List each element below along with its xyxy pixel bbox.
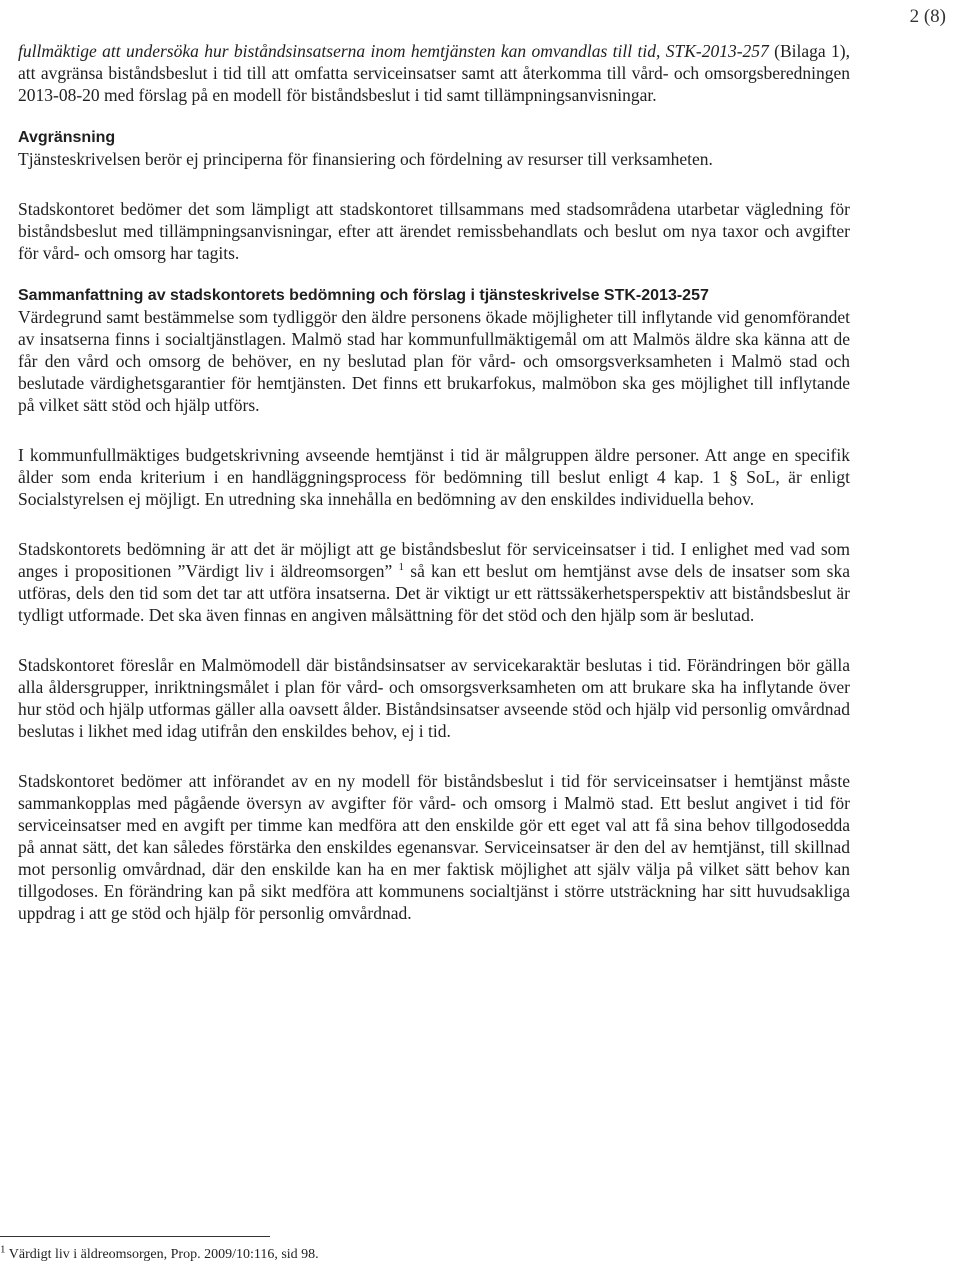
paragraph-3-lead: Stadskontorets bedömning är att det är möjligt att ge biståndsbeslut för serviceinsatser i tid. I enlighet med vad som anges i propositionen ”Värdigt liv i äldreomsorgen”	[18, 539, 850, 581]
footnote-divider	[0, 1236, 270, 1237]
footnote-marker: 1	[0, 1243, 6, 1256]
footnote-reference: 1	[398, 561, 405, 574]
intro-paragraph	[18, 40, 850, 106]
document-body	[18, 40, 850, 924]
avgransning-paragraph-2: Stadskontoret bedömer det som lämpligt att stadskontoret tillsammans med stadsområdena utarbetar vägledning för biståndsbeslut med tillämpningsanvisningar, efter att ärendet remissbehandlats och beslut om nya taxor och avgifter för vård- och omsorg har tagits.	[18, 199, 850, 263]
page-number: 2 (8)	[909, 6, 946, 27]
sammanfattning-paragraph-1: Värdegrund samt bestämmelse som tydliggör den äldre personens ökade möjligheter till inflytande vid genomförandet av insatserna finns i socialtjänstlagen. Malmö stad har kommunfullmäktigemål om att Malmös äldre ska känna att de får den vård och omsorg de behöver, en ny beslutad plan för vård- och omsorgsverksamheten i Malmö stad och beslutade värdighetsgarantier för hemtjänsten. Det finns ett brukarfokus, malmöbon ska ges möjlighet till inflytande på vilket sätt stöd och hjälp utförs.	[18, 307, 850, 415]
avgransning-heading: Avgränsning	[18, 129, 116, 146]
sammanfattning-paragraph-5: Stadskontoret bedömer att införandet av en ny modell för biståndsbeslut i tid för serviceinsatser i hemtjänst måste sammankopplas med pågående översyn av avgifter för vård- och omsorg i Malmö stad. Ett beslut angivet i tid för serviceinsatser med en avgift per timme kan medföra att den enskilde gör ett eget val att få sina behov tillgodosedda på annat sätt, det kan således förstärka den enskildes egenansvar. Serviceinsatser är den del av hemtjänst, till skillnad mot personlig omvårdnad, där den enskilde kan ha en mer faktisk möjlighet att själv välja på vilket sätt behov kan tillgodoses. En förändring kan på sikt medföra att kommunens socialtjänst i större utsträckning har sitt huvudsakliga uppdrag i att ge stöd och hjälp för personlig omvårdnad.	[18, 771, 850, 923]
footnote-text: Värdigt liv i äldreomsorgen, Prop. 2009/10:116, sid 98.	[5, 1247, 319, 1262]
footnote	[0, 1243, 319, 1264]
paragraph-3-rest: så kan ett beslut om hemtjänst avse dels de insatser som ska utföras, dels den tid som det tar att utföra insatserna. Det är viktigt ur ett rättssäkerhetsperspektiv att biståndsbeslut är tydligt utformade. Det ska även finnas en angiven målsättning för det stöd och den hjälp som är beslutad.	[18, 561, 851, 625]
sammanfattning-paragraph-4: Stadskontoret föreslår en Malmömodell där biståndsinsatser av servicekaraktär beslutas i tid. Förändringen bör gälla alla åldersgrupper, inriktningsmålet i plan för vård- och omsorgsverksamheten om att brukare ska ha inflytande över hur stöd och hjälp utformas gäller alla oavsett ålder. Biståndsinsatser avseende stöd och hjälp vid personlig omvårdnad beslutas i likhet med idag utifrån den enskildes behov, ej i tid.	[18, 655, 850, 741]
avgransning-paragraph-1: Tjänsteskrivelsen berör ej principerna för finansiering och fördelning av resurser till verksamheten.	[18, 149, 713, 169]
intro-text: (Bilaga 1), att avgränsa biståndsbeslut i tid till att omfatta serviceinsatser samt att återkomma till vård- och omsorgsberedningen 2013-08-20 med förslag på en modell för biståndsbeslut i tid samt tillämpningsanvisningar.	[18, 41, 850, 105]
sammanfattning-paragraph-2: I kommunfullmäktiges budgetskrivning avseende hemtjänst i tid är målgruppen äldre personer. Att ange en specifik ålder som enda kriterium i en handläggningsprocess för bedömning till beslut enligt 4 kap. 1 § SoL, är enligt Socialstyrelsen ej möjligt. En utredning ska innehålla en bedömning av den enskildes individuella behov.	[18, 445, 850, 509]
intro-italic-text: fullmäktige att undersöka hur biståndsinsatserna inom hemtjänsten kan omvandlas till tid, STK-2013-257	[18, 41, 769, 61]
sammanfattning-heading: Sammanfattning av stadskontorets bedömning och förslag i tjänsteskrivelse STK-2013-257	[18, 287, 709, 304]
sammanfattning-paragraph-3	[18, 538, 850, 626]
